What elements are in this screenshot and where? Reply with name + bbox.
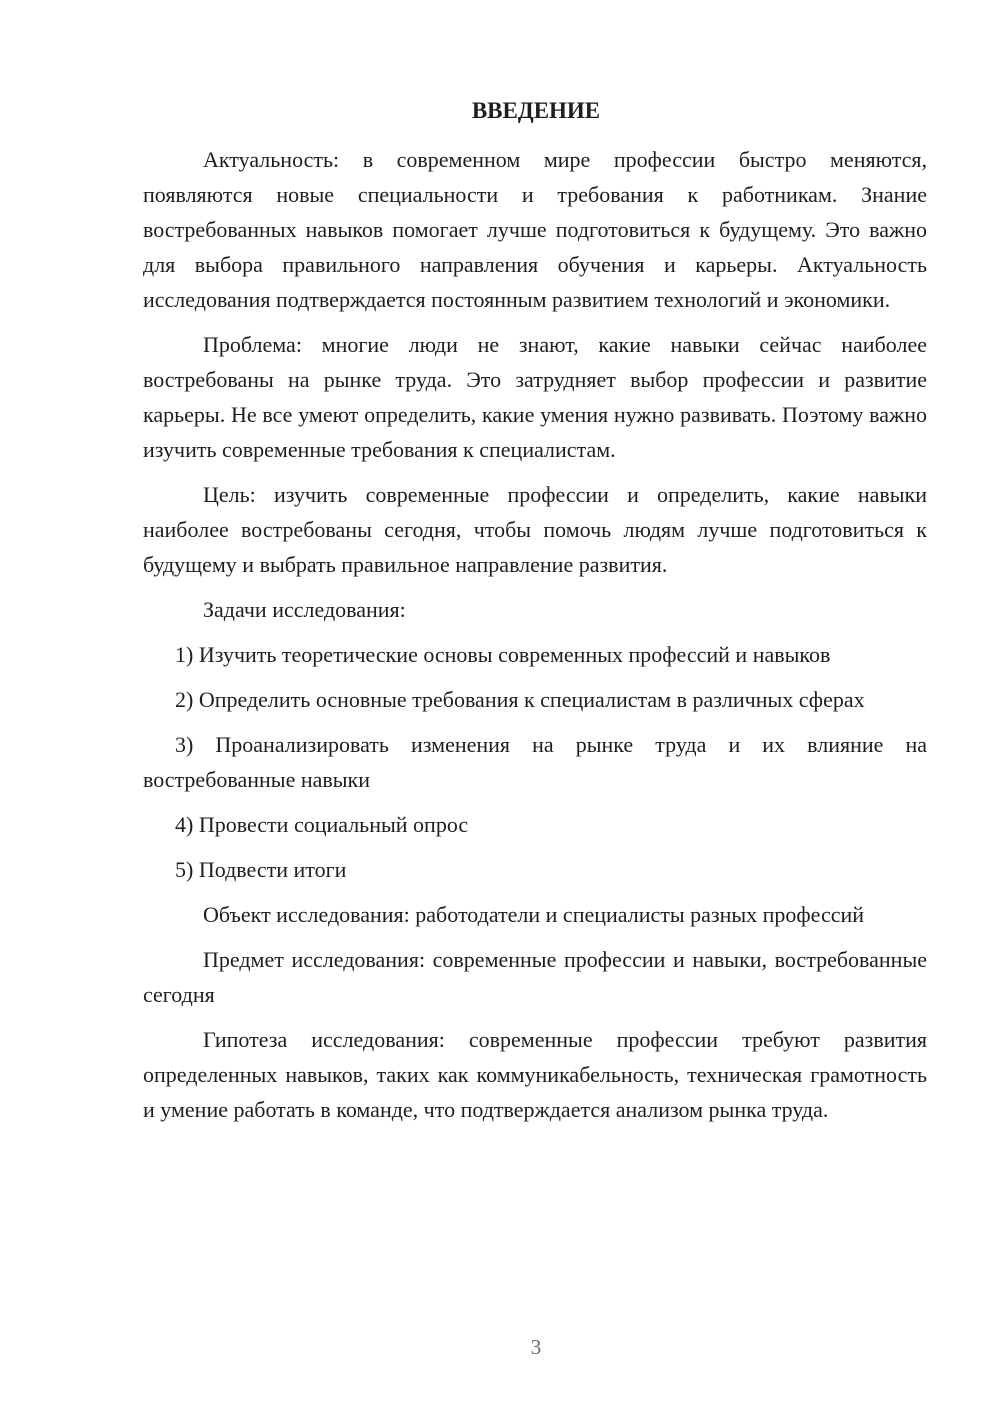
document-body: [143, 142, 927, 1137]
tasks-list: [143, 637, 927, 887]
task-item: 5) Подвести итоги: [175, 857, 347, 882]
task-item: 4) Провести социальный опрос: [175, 812, 469, 837]
object-paragraph: Объект исследования: работодатели и специалисты разных профессий: [203, 902, 865, 927]
section-heading: ВВЕДЕНИЕ: [471, 98, 601, 123]
problem-paragraph: Проблема: многие люди не знают, какие навыки сейчас наиболее востребованы на рынке труда. Это затрудняет выбор профессии и развитие карьеры. Не все умеют определить, какие умения нужно развивать. Поэтому важно изучить современные требования к специалистам.: [143, 332, 927, 462]
task-item: 3) Проанализировать изменения на рынке труда и их влияние на востребованные навыки: [143, 732, 927, 792]
tasks-heading: Задачи исследования:: [203, 597, 406, 622]
task-item: 2) Определить основные требования к специалистам в различных сферах: [175, 687, 865, 712]
page-number: 3: [530, 1335, 542, 1359]
subject-paragraph: Предмет исследования: современные профессии и навыки, востребованные сегодня: [143, 947, 927, 1007]
hypothesis-paragraph: Гипотеза исследования: современные профессии требуют развития определенных навыков, таких как коммуникабельность, техническая грамотность и умение работать в команде, что подтверждается анализом рынка труда.: [143, 1027, 927, 1122]
relevance-paragraph: Актуальность: в современном мире профессии быстро меняются, появляются новые специальности и требования к работникам. Знание востребованных навыков помогает лучше подготовиться к будущему. Это важно для выбора правильного направления обучения и карьеры. Актуальность исследования подтверждается постоянным развитием технологий и экономики.: [143, 147, 927, 312]
goal-paragraph: Цель: изучить современные профессии и определить, какие навыки наиболее востребованы сегодня, чтобы помочь людям лучше подготовиться к будущему и выбрать правильное направление развития.: [143, 482, 927, 577]
task-item: 1) Изучить теоретические основы современных профессий и навыков: [175, 642, 831, 667]
